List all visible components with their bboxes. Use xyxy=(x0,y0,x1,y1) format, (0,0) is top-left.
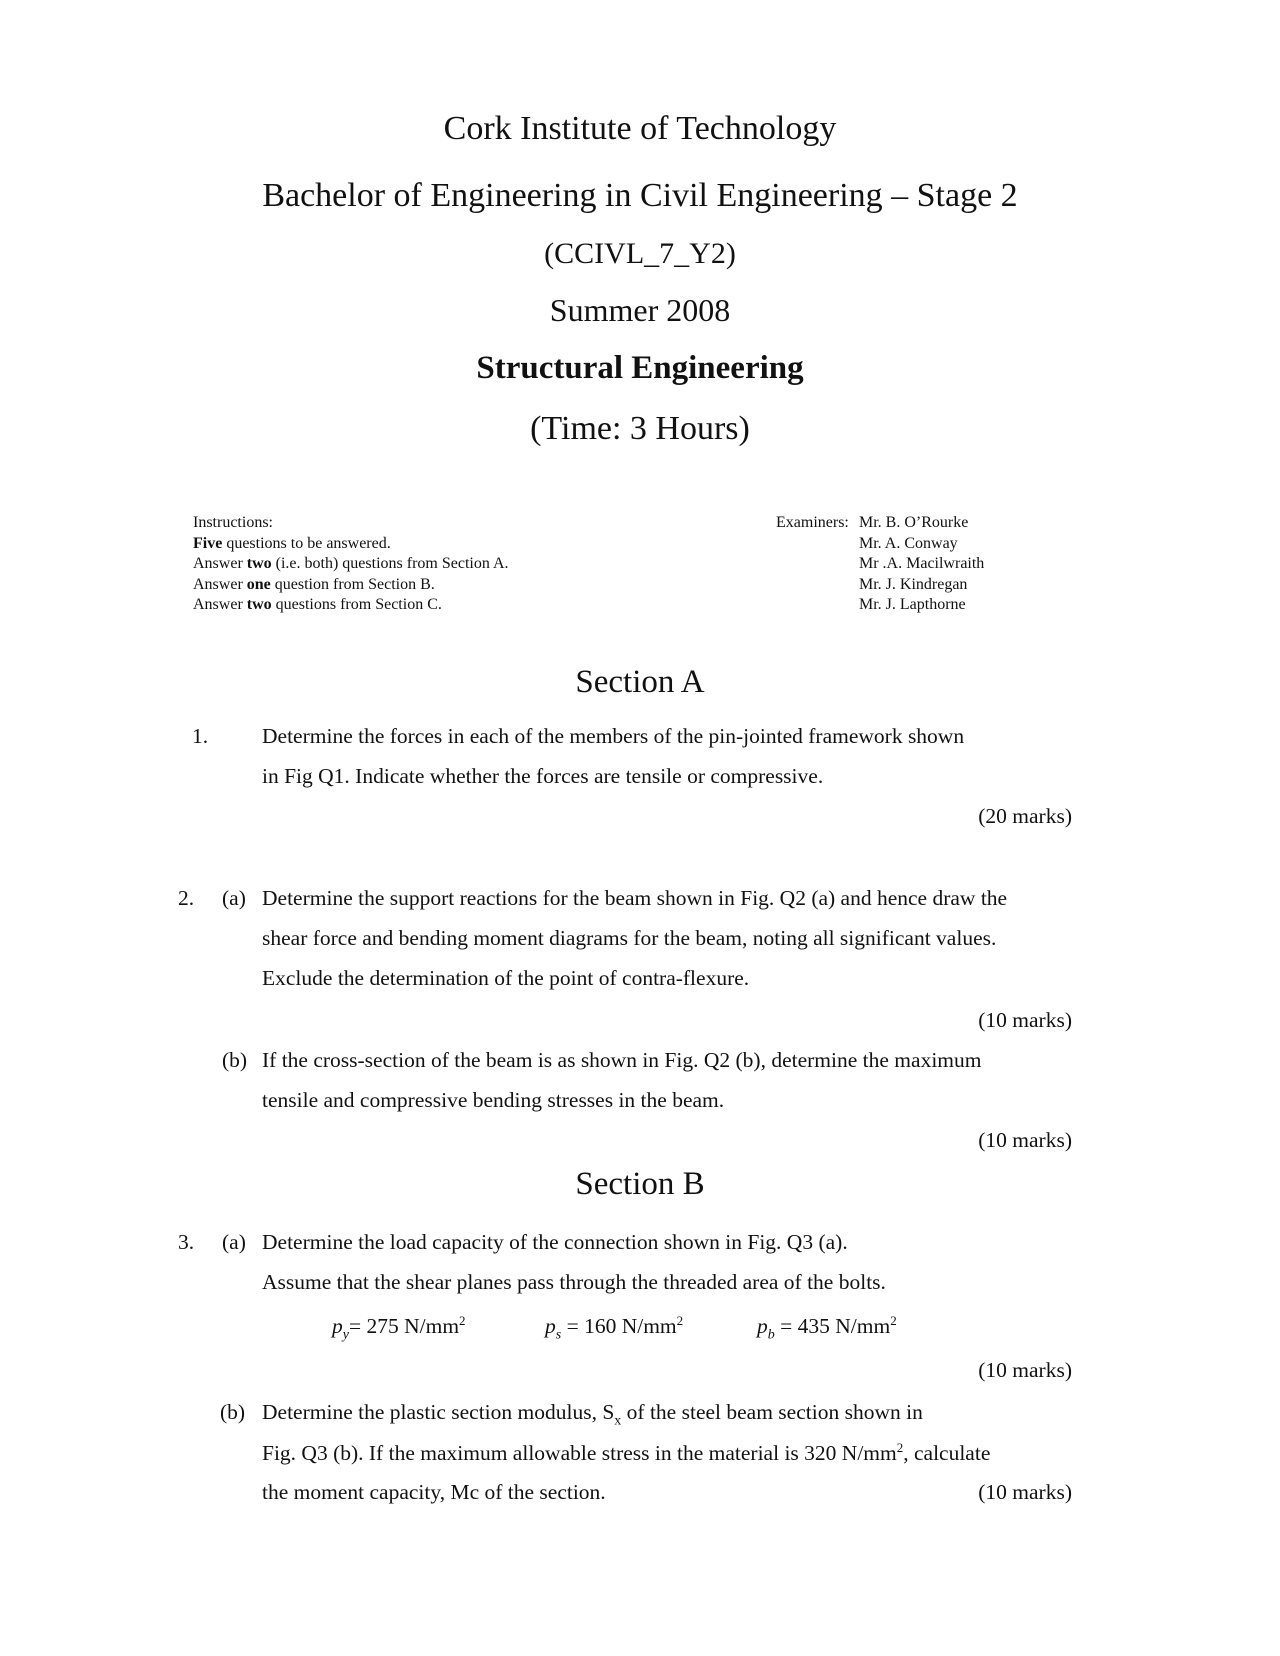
q2a-text-line: shear force and bending moment diagrams for the beam, noting all significant values. xyxy=(262,926,997,950)
q2a-marks: (10 marks) xyxy=(978,1008,1072,1032)
examiner-name: Mr. J. Kindregan xyxy=(859,575,968,593)
q1-text-line: Determine the forces in each of the members of the pin-jointed framework shown xyxy=(262,724,965,748)
q2-number: 2. xyxy=(178,886,195,910)
q1-number: 1. xyxy=(192,724,209,748)
q3b-text-line: Determine the plastic section modulus, $S_x$ of the steel beam section shown in xyxy=(262,1400,923,1429)
course-code: (CCIVL_7_Y2) xyxy=(544,237,736,270)
examiners-label: Examiners: xyxy=(776,514,849,531)
q3b-text-line: Fig. Q3 (b). If the maximum allowable stress in the material is 320 $N/mm^2$, calculate xyxy=(262,1440,991,1466)
q2a-text-line: Exclude the determination of the point of contra-flexure. xyxy=(262,966,750,990)
q2a-label: (a) xyxy=(222,886,246,910)
examiners-block xyxy=(776,513,984,616)
examiner-name: Mr .A. Macilwraith xyxy=(859,555,985,572)
instruction-line: Answer two questions from Section C. xyxy=(193,596,442,613)
q3b-text-line: the moment capacity, Mc of the section. xyxy=(262,1480,606,1504)
instruction-line: Five questions to be answered. xyxy=(193,534,391,552)
institute-title: Cork Institute of Technology xyxy=(443,110,837,147)
q3a-label: (a) xyxy=(222,1230,246,1254)
instruction-line: Answer two (i.e. both) questions from Section A. xyxy=(193,555,509,572)
q2b-label: (b) xyxy=(222,1048,248,1072)
examiner-name: Mr. J. Lapthorne xyxy=(859,596,966,613)
q2a-text-line: Determine the support reactions for the beam shown in Fig. Q2 (a) and hence draw the xyxy=(262,886,1008,910)
q3a-text-line: Assume that the shear planes pass through the threaded area of the bolts. xyxy=(262,1270,886,1294)
q3a-marks: (10 marks) xyxy=(978,1358,1072,1382)
section-a-title: Section A xyxy=(575,664,705,700)
exam-session: Summer 2008 xyxy=(549,292,731,328)
q2b-marks: (10 marks) xyxy=(978,1128,1072,1152)
q3b-label: (b) xyxy=(220,1400,246,1424)
exam-duration: (Time: 3 Hours) xyxy=(530,410,750,447)
q3b-marks: (10 marks) xyxy=(978,1480,1072,1504)
q2b-text-line: tensile and compressive bending stresses in the beam. xyxy=(262,1088,725,1112)
instruction-line: Answer one question from Section B. xyxy=(193,575,435,593)
examiner-name: Mr. A. Conway xyxy=(859,534,958,552)
subject-title: Structural Engineering xyxy=(476,350,804,386)
programme-title: Bachelor of Engineering in Civil Engineering – Stage 2 xyxy=(262,177,1018,214)
pb-equation: $p_b = 435$ $N/mm^2$ xyxy=(757,1313,897,1343)
q1-text-line: in Fig Q1. Indicate whether the forces are tensile or compressive. xyxy=(262,764,824,788)
q3a-text-line: Determine the load capacity of the connection shown in Fig. Q3 (a). xyxy=(262,1230,848,1254)
examiner-name: Mr. B. O’Rourke xyxy=(859,514,969,531)
q1-marks: (20 marks) xyxy=(978,804,1072,828)
section-b-title: Section B xyxy=(575,1166,705,1202)
ps-equation: $p_s = 160$ $N/mm^2$ xyxy=(545,1313,684,1343)
q3-number: 3. xyxy=(178,1230,195,1254)
instructions-heading: Instructions: xyxy=(193,514,273,531)
py-equation: $p_y= 275$ $N/mm^2$ xyxy=(332,1313,466,1343)
q2b-text-line: If the cross-section of the beam is as shown in Fig. Q2 (b), determine the maximum xyxy=(262,1048,982,1072)
instructions-block xyxy=(193,513,509,616)
